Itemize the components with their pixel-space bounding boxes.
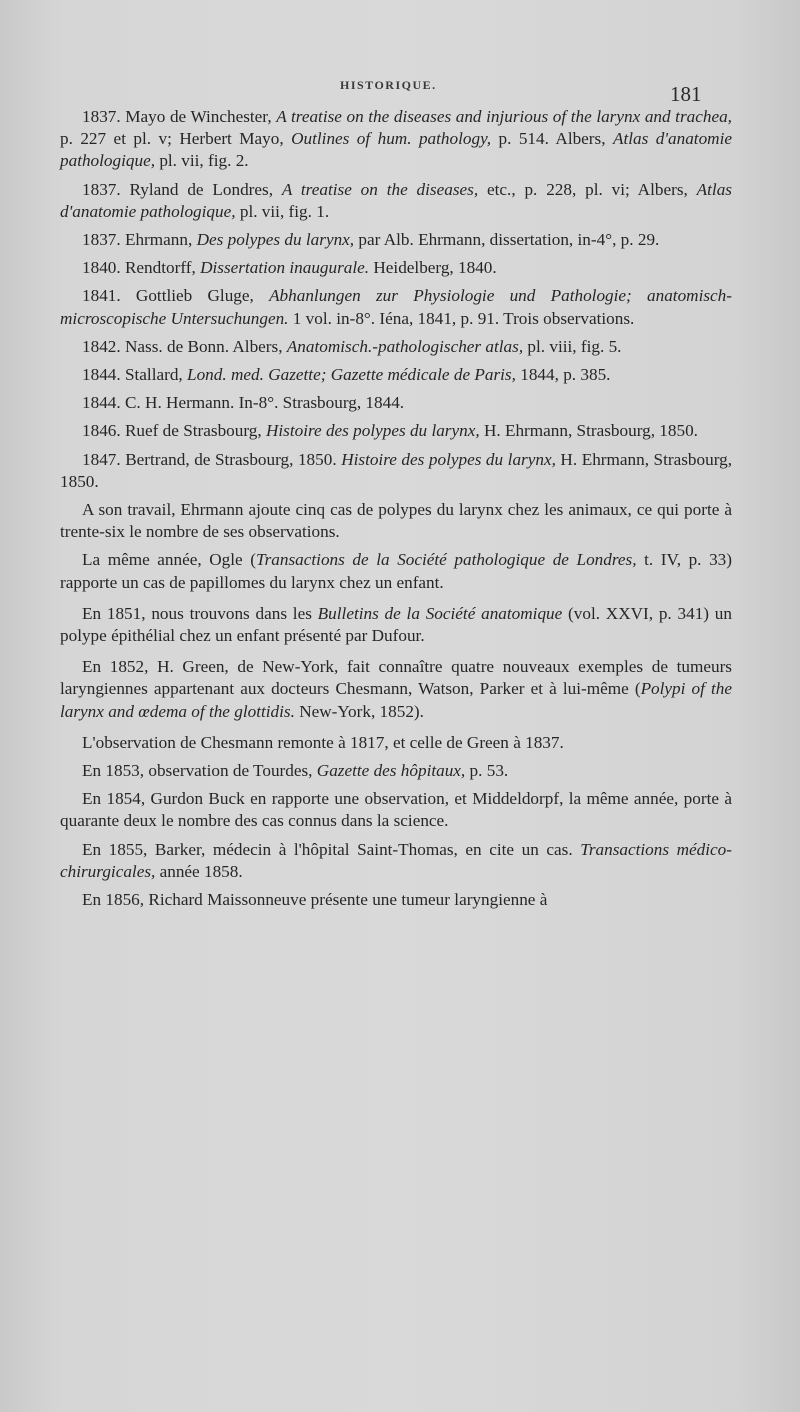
- text-run: 1837. Ehrmann,: [82, 230, 197, 250]
- italic-text: Abhanlungen zur Physiologie und Pathologie; anatomisch-microscopische Untersuchungen.: [60, 286, 732, 328]
- paragraph: [60, 392, 732, 414]
- italic-text: Outlines of hum. pathology,: [291, 129, 492, 149]
- text-run: p. 227 et pl. v; Herbert Mayo,: [60, 129, 292, 149]
- italic-text: Gazette des hôpitaux,: [316, 761, 466, 781]
- paragraph: [60, 760, 732, 782]
- text-run: pl. viii, fig. 5.: [523, 336, 622, 356]
- text-run: 1846. Ruef de Strasbourg,: [82, 421, 266, 441]
- italic-text: Bulletins de la Société anatomique: [317, 603, 563, 623]
- text-run: 1841. Gottlieb Gluge,: [82, 286, 270, 306]
- text-run: A son travail, Ehrmann ajoute cinq cas de polypes du larynx chez les animaux, ce qui porte à trente-six le nombre de ses observations.: [60, 500, 732, 542]
- italic-text: Polypi of the larynx and œdema of the glottidis.: [60, 679, 733, 721]
- text-run: 1847. Bertrand, de Strasbourg, 1850.: [82, 449, 342, 469]
- text-run: pl. vii, fig. 2.: [155, 151, 249, 171]
- text-run: En 1852, H. Green, de New-York, fait connaître quatre nouveaux exemples de tumeurs laryngiennes appartenant aux docteurs Chesmann, Watson, Parker et à lui-même (: [60, 657, 732, 699]
- paragraph: [60, 839, 732, 883]
- text-run: En 1851, nous trouvons dans les: [82, 603, 318, 623]
- text-run: par Alb. Ehrmann, dissertation, in-4°, p. 29.: [354, 230, 660, 250]
- text-run: 1842. Nass. de Bonn. Albers,: [82, 336, 287, 356]
- body-text: [60, 106, 732, 917]
- text-run: (vol. XXVI, p. 341) un polype épithélial chez un enfant présenté par Dufour.: [60, 603, 732, 646]
- italic-text: Transactions médico-chirurgicales,: [60, 839, 732, 881]
- italic-text: Atlas d'anatomie pathologique,: [60, 129, 732, 171]
- italic-text: A treatise on the diseases and injurious of the larynx and trachea,: [276, 107, 732, 126]
- text-run: 1840. Rendtorff,: [82, 258, 201, 278]
- italic-text: Anatomisch.-pathologischer atlas,: [286, 336, 524, 356]
- text-run: En 1855, Barker, médecin à l'hôpital Saint-Thomas, en cite un cas.: [82, 839, 581, 859]
- text-run: H. Ehrmann, Strasbourg, 1850.: [479, 421, 698, 441]
- italic-text: Histoire des polypes du larynx,: [265, 421, 480, 441]
- text-run: 1 vol. in-8°. Iéna, 1841, p. 91. Trois observations.: [288, 308, 635, 328]
- text-run: 1837. Mayo de Winchester,: [82, 107, 277, 126]
- text-run: En 1854, Gurdon Buck en rapporte une observation, et Middeldorpf, la même année, porte à quarante deux le nombre des cas connus dans la science.: [60, 789, 732, 831]
- text-run: année 1858.: [155, 861, 243, 881]
- text-run: En 1853, observation de Tourdes,: [82, 761, 317, 781]
- text-run: t. IV, p. 33) rapporte un cas de papillomes du larynx chez un enfant.: [60, 550, 732, 592]
- text-run: La même année, Ogle (: [82, 550, 256, 570]
- text-run: 1844, p. 385.: [515, 365, 611, 385]
- italic-text: A treatise on the diseases,: [281, 179, 479, 199]
- paragraph: [60, 179, 732, 223]
- paragraph: [60, 420, 732, 442]
- paragraph: [60, 336, 732, 358]
- paragraph: [60, 603, 732, 647]
- paragraph: [60, 364, 732, 386]
- italic-text: Histoire des polypes du larynx,: [341, 449, 556, 469]
- page-number: 181: [670, 82, 702, 106]
- paragraph: [60, 257, 732, 279]
- paragraph: [60, 889, 732, 911]
- page-header: [0, 76, 800, 106]
- text-run: pl. vii, fig. 1.: [235, 201, 330, 221]
- running-head: HISTORIQUE.: [340, 78, 437, 92]
- text-run: New-York, 1852).: [294, 701, 424, 721]
- text-run: etc., p. 228, pl. vi; Albers,: [478, 179, 697, 199]
- paragraph: [60, 449, 732, 493]
- text-run: H. Ehrmann, Strasbourg, 1850.: [60, 449, 732, 491]
- text-run: L'observation de Chesmann remonte à 1817, et celle de Green à 1837.: [82, 732, 564, 752]
- paragraph: [60, 499, 732, 543]
- italic-text: Dissertation inaugurale.: [200, 258, 370, 278]
- text-run: Heidelberg, 1840.: [369, 258, 497, 278]
- italic-text: Transactions de la Société pathologique de Londres,: [256, 550, 637, 570]
- paragraph: [60, 788, 732, 832]
- paragraph: [60, 656, 732, 723]
- text-run: p. 514. Albers,: [491, 129, 613, 149]
- text-run: En 1856, Richard Maissonneuve présente une tumeur laryngienne à: [82, 890, 548, 910]
- paragraph: [60, 106, 732, 173]
- text-run: 1844. Stallard,: [82, 365, 188, 385]
- paragraph: [60, 285, 732, 329]
- text-run: 1837. Ryland de Londres,: [82, 179, 282, 199]
- italic-text: Lond. med. Gazette; Gazette médicale de Paris,: [187, 365, 516, 385]
- text-run: p. 53.: [465, 761, 509, 781]
- paragraph: [60, 229, 732, 251]
- paragraph: [60, 549, 732, 593]
- italic-text: Des polypes du larynx,: [196, 230, 355, 250]
- italic-text: Atlas d'anatomie pathologique,: [60, 179, 732, 221]
- text-run: 1844. C. H. Hermann. In-8°. Strasbourg, 1844.: [82, 393, 405, 413]
- paragraph: [60, 732, 732, 754]
